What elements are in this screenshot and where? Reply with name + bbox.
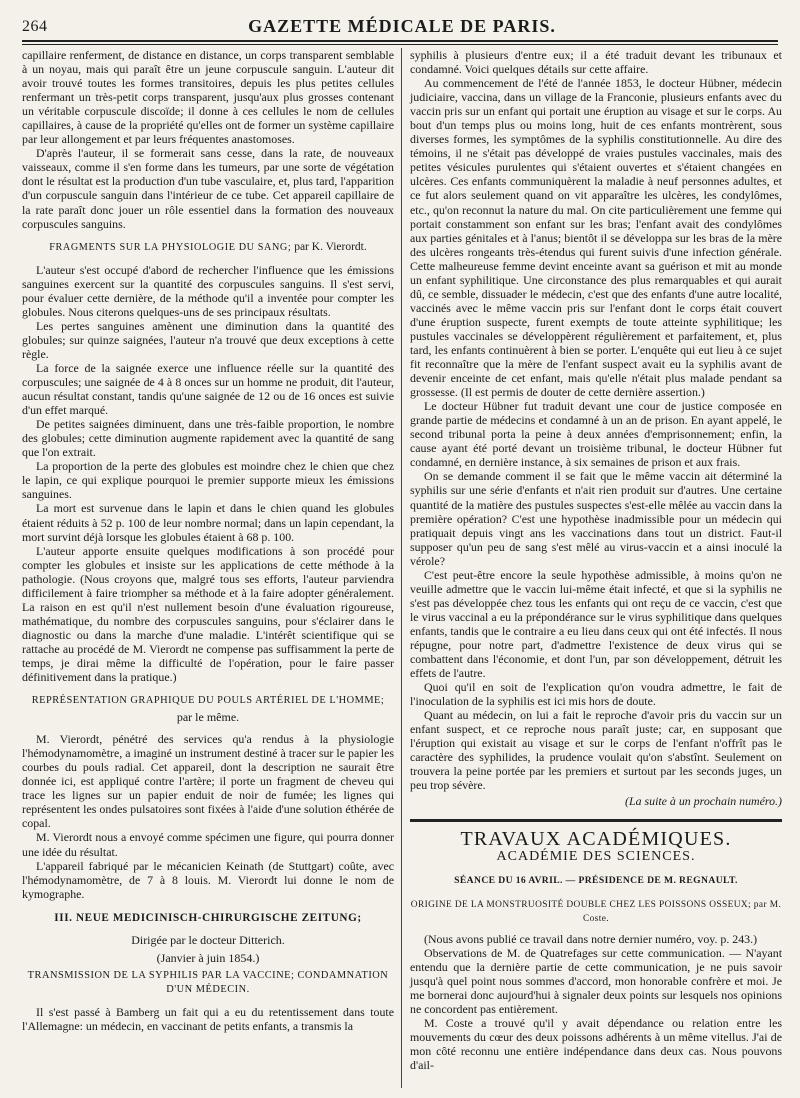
- section-heading: TRANSMISSION DE LA SYPHILIS PAR LA VACCINE; CONDAMNATION D'UN MÉDECIN.: [27, 969, 389, 995]
- column-divider: [401, 48, 402, 1088]
- page-header: [22, 10, 782, 40]
- paragraph: Observations de M. de Quatrefages sur cette communication. — N'ayant entendu que la dernière partie de cette communication, je ne puis savoir jusqu'à quel point nous sommes d'accord, mon honorable confrère et moi. Je me bornerai donc aujourd'hui à signaler deux points sur lesquels nos opinions ne concordent pas entièrement.: [410, 945, 782, 1016]
- paragraph: La proportion de la perte des globules est moindre chez le chien que chez le lapin, ce qui explique pourquoi le premier supporte mieux les émissions sanguines.: [22, 459, 394, 502]
- paragraph: On se demande comment il se fait que le même vaccin ait déterminé la syphilis sur une série d'enfants et n'ait rien produit sur d'autres. Une certaine quantité de la matière des pustules suspectes s'est-elle mêlée au vaccin dans la première opération? C'est une hypothèse inadmissible pour un médecin qui pratiquait depuis vingt ans les vaccinations dans tout un district. Faut-il supposer qu'un peu de sang s'est mêlé au virus-vaccin et a ainsi inoculé la vérole?: [410, 469, 782, 568]
- paragraph: Quoi qu'il en soit de l'explication qu'on voudra admettre, le fait de l'inoculation de la syphilis est ici mis hors de doute.: [410, 680, 782, 709]
- session-heading: SÉANCE DU 16 AVRIL. — PRÉSIDENCE DE M. REGNAULT.: [454, 874, 738, 886]
- paragraph: Au commencement de l'été de l'année 1853, le docteur Hübner, médecin judiciaire, vaccina, dans un village de la Franconie, plusieurs enfants avec du vaccin pris sur un enfant qui portait une éruption au visage et sur le corps. Au bout d'un temps plus ou moins long, huit de ces enfants montrèrent, sous diverses formes, les symptômes de la syphilis constitutionnelle. Au dire des témoins, il ne s'était pas développé de vraies pustules vaccinales, mais des petites vésicules purulentes qui s'étaient ouvertes et s'étaient changées en ulcères. Ces enfants communiquèrent la maladie à neuf personnes adultes, et ce fut alors seulement quand on vit apparaître les ulcères, les condylômes, etc., qu'on reconnut la nature du mal. On cite particulièrement une femme qui portait constamment son enfant sur les bras; l'enfant avait des condylômes aux parties génitales et à l'anus; bientôt il se développa sur les bras de la mère des ulcères rongeants très-étendus qui furent suivis d'une infection générale. Cette malheureuse femme devint enceinte avant sa guérison et mit au monde un enfant syphilitique. Une circonstance des plus remarquables et qui aurait dû, ce semble, dissuader le médecin, c'est que des enfants d'une autre localité, vaccinés avec le même vaccin pris sur l'enfant dont le corps était couvert d'une éruption suspecte, furent exempts de toute atteinte syphilitique; les pustules vaccinales se développèrent régulièrement et parfaitement, et, plus tard, les enfants continuèrent à bien se porter. L'enquête qui eut lieu à ce sujet fit reconnaître que la mère de l'enfant suspect avait eu la syphilis avant de devenir enceinte de cet enfant, mais qu'elle n'était plus malade pendant sa grossesse. (Il est permis de douter de cette dernière assertion.): [410, 76, 782, 400]
- paragraph: M. Coste a trouvé qu'il y avait dépendance ou relation entre les mouvements du cœur des deux poissons adhérents à un même vitellus. J'ai de mon côté reconnu une entière indépendance dans deux cas. Nous pouvons d'ail-: [410, 1016, 782, 1073]
- paragraph: La mort est survenue dans le lapin et dans le chien quand les globules étaient réduits à 52 p. 100 de leur nombre normal; dans un lapin cependant, la mort survint déjà lorsque les globules étaient à 68 p. 100.: [22, 501, 394, 544]
- section-subheading: par le même.: [176, 710, 240, 725]
- paragraph: Quant au médecin, on lui a fait le reproche d'avoir pris du vaccin sur un enfant suspect, et ce reproche nous paraît juste; car, en supposant que l'éruption qui existait au visage et sur le corps de l'enfant n'offrît pas le caractère des syphilides, la prudence voulait qu'on s'abstînt. Seulement on trouvera la peine portée par les premiers et surtout par les seconds juges, un peu trop sévère.: [410, 708, 782, 793]
- section-rule: [410, 819, 782, 822]
- left-column: [22, 48, 394, 1033]
- journal-dates: (Janvier à juin 1854.): [156, 950, 260, 965]
- right-column: [410, 48, 782, 1072]
- paragraph: L'auteur s'est occupé d'abord de rechercher l'influence que les émissions sanguines exercent sur la quantité des corpuscules sanguins. Il s'est servi, pour évaluer cette dernière, de la méthode qu'il a inventée pour compter les globules. Nous citerons quelques-uns de ses principaux résultats.: [22, 262, 394, 319]
- paragraph: L'auteur apporte ensuite quelques modifications à son procédé pour compter les globules et insiste sur les applications de cette méthode à la pathologie. (Nous croyons que, malgré tous ses efforts, l'auteur parviendra difficilement à faire triompher sa méthode et à la faire adopter généralement. La raison en est qu'il n'est nullement besoin d'une évaluation rigoureuse, mathématique, du nombre des corpuscules sanguins, pour s'éclairer dans le diagnostic ou dans la marche d'une maladie. L'intérêt scientifique qui se rattache au procédé de M. Vierordt ne compense pas suffisamment la perte de temps, je dirai même la difficulté de l'opération, pour le faire passer définitivement dans la pratique.): [22, 543, 394, 685]
- paragraph: C'est peut-être encore la seule hypothèse admissible, à moins qu'on ne veuille admettre que le vaccin lui-même était infecté, et que si la syphilis ne s'est pas développée chez tous les enfants qui ont reçu de ce vaccin, c'est que le virus vaccinal a eu la prépondérance sur le virus syphilitique dans quelques enfants, tandis que le contraire a eu lieu dans ceux qui ont été infectés. Il nous répugne, pour notre part, d'admettre l'existence de deux virus qui se combattent dans l'économie, et dont l'un, par son développement, détruit les effets de l'autre.: [410, 567, 782, 681]
- continued-note: (La suite à un prochain numéro.): [625, 794, 782, 809]
- paragraph: La force de la saignée exerce une influence réelle sur la quantité des corpuscules; une saignée de 4 à 8 onces sur un homme ne produit, dit l'auteur, aucun résultat constant, tandis qu'une saignée de 12 ou de 16 onces est suivie d'un effet marqué.: [22, 360, 394, 418]
- paragraph: (Nous avons publié ce travail dans notre dernier numéro, voy. p. 243.): [424, 931, 758, 946]
- paragraph: Le docteur Hübner fut traduit devant une cour de justice composée en grande partie de médecins et condamné à un an de prison. En ayant appelé, le second tribunal porta la peine à deux années d'emprisonnement; enfin, la cause ayant été porté devant un troisième tribunal, le docteur Hübner fut condamné, en dernière instance, à six semaines de prison et aux frais.: [410, 399, 782, 470]
- paragraph: D'après l'auteur, il se formerait sans cesse, dans la rate, de nouveaux vaisseaux, comme il s'en forme dans les tumeurs, par une sorte de végétation dont le résultat est la production d'un tube vasculaire, et, plus tard, l'apparition d'un corpuscule sanguin dans l'intérieur de ce tube. Cet appareil capillaire de la rate paraît donc jouer un rôle essentiel dans la formation des nouveaux corpuscules sanguins.: [22, 146, 394, 231]
- academy-title: ACADÉMIE DES SCIENCES.: [496, 848, 696, 864]
- journal-title: GAZETTE MÉDICALE DE PARIS.: [248, 16, 556, 36]
- paragraph: M. Vierordt, pénétré des services qu'a rendus à la physiologie l'hémodynamomètre, a imaginé un instrument destiné à tracer sur le papier les courbes du pouls radial. Cet appareil, dont la description ne saurait être donnée ici, est appliqué contre l'artère; il porte un fragment de cheveu qui trace les lignes sur un papier enduit de noir de fumée; les lignes qui représentent les ondes pulsatoires sont fixées à l'aide d'une solution éthérée de copal.: [22, 732, 394, 831]
- section-heading-author: par K. Vierordt.: [291, 240, 367, 253]
- paragraph: Les pertes sanguines amènent une diminution dans la quantité des globules; sur quinze saignées, l'auteur n'a trouvé que deux exceptions à cette règle.: [22, 318, 394, 361]
- paragraph: capillaire renferment, de distance en distance, un corps transparent semblable à un noyau, mais qui paraît être un jeune corpuscule sanguin. L'auteur dit avoir trouvé toutes les formes transitoires, depuis les plus petites cellules renfermant un très-petit corps transparent, jusqu'aux plus grosses contenant un véritable corpuscule discoïde; il donne à ces cellules le nom de cellules capillaires, à cause de la propriété qu'elles ont de former un système capillaire par leur allongement et par leurs fréquentes anastomoses.: [22, 48, 394, 147]
- paragraph: Il s'est passé à Bamberg un fait qui a eu du retentissement dans toute l'Allemagne: un médecin, en vaccinant de petits enfants, a transmis la: [22, 1004, 394, 1033]
- section-heading: [22, 240, 394, 255]
- paragraph: De petites saignées diminuent, dans une très-faible proportion, le nombre des globules; cette diminution augmente rapidement avec la quantité de sang que l'on extrait.: [22, 417, 394, 460]
- page-number: 264: [22, 18, 48, 35]
- paragraph: M. Vierordt nous a envoyé comme spécimen une figure, qui pourra donner une idée du résultat.: [22, 830, 394, 859]
- section-heading-title: FRAGMENTS SUR LA PHYSIOLOGIE DU SANG;: [49, 241, 292, 253]
- journal-heading: III. NEUE MEDICINISCH-CHIRURGISCHE ZEITUNG;: [54, 911, 362, 924]
- section-title: TRAVAUX ACADÉMIQUES.: [460, 827, 732, 850]
- section-heading: REPRÉSENTATION GRAPHIQUE DU POULS ARTÉRIEL DE L'HOMME;: [31, 695, 385, 707]
- journal-director: Dirigée par le docteur Ditterich.: [131, 932, 285, 947]
- paragraph: L'appareil fabriqué par le mécanicien Keinath (de Stuttgart) coûte, avec l'hémodynamomètre, de 7 à 8 louis. M. Vierordt lui donne le nom de kymographe.: [22, 858, 394, 901]
- paragraph: syphilis à plusieurs d'entre eux; il a été traduit devant les tribunaux et condamné. Voici quelques détails sur cette affaire.: [410, 48, 782, 77]
- article-heading: ORIGINE DE LA MONSTRUOSITÉ DOUBLE CHEZ LES POISSONS OSSEUX; par M. Coste.: [410, 899, 782, 924]
- header-rule: [22, 40, 778, 45]
